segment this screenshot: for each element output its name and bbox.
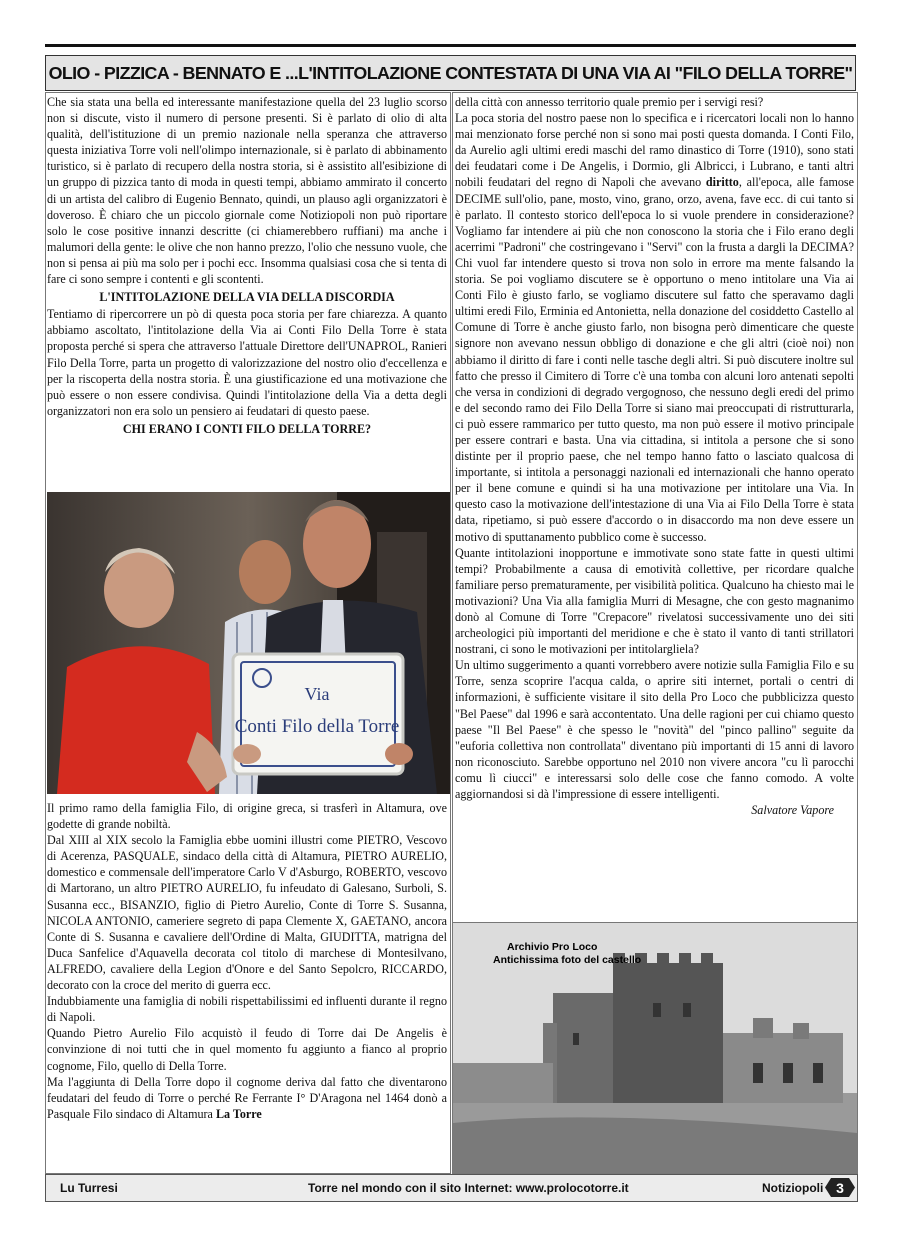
intitolazioni-paragraph: Quante intitolazioni inopportune e immotivate sono state fatte in questi ultimi tempi? Probabilmente a causa di emotività collettive, per ricordare qualche familiare perso prematuramente, per visibilità politica. Qualcuno ha chiesto mai le motivazioni? Una Via alla famiglia Murri di Mesagne, che con gesto magnanimo donò al Comune di Torre "Crepacore" rivelatosi successivamente uno dei siti archeologici più importanti del meridione e che è stato il vanto di tanti strillatori nostrani, ci sono le motivazioni per intitolargliela? bbox=[455, 545, 854, 657]
castle-photo-caption bbox=[493, 941, 641, 967]
event-photo bbox=[47, 492, 450, 794]
sign-top-text: Via bbox=[304, 684, 330, 704]
page-footer bbox=[45, 1174, 858, 1202]
la-torre-bold: La Torre bbox=[215, 1106, 262, 1121]
footer-left: Lu Turresi bbox=[60, 1181, 118, 1195]
storia-paragraph bbox=[455, 110, 854, 545]
diritto-bold: diritto bbox=[705, 175, 739, 190]
author-signature: Salvatore Vapore bbox=[751, 803, 834, 818]
della-torre-paragraph bbox=[47, 1074, 447, 1122]
family-origin-paragraph: Il primo ramo della famiglia Filo, di origine greca, si trasferì in Altamura, ove godette di grande nobiltà. bbox=[47, 801, 447, 832]
section-heading-discordia: L'INTITOLAZIONE DELLA VIA DELLA DISCORDIA bbox=[99, 290, 395, 305]
intro-paragraph: Che sia stata una bella ed interessante manifestazione quella del 23 luglio scorso non si discute, visto il numero di persone presenti. Si è parlato di olio di alta qualità, dell'istituzione di un premio nazionale nella speranza che attraverso questa iniziativa Torre voli nell'olimpo internazionale, si è parlato di abbinamento turistico, si è parlato di recupero della nostra storia, si è assistito all'esibizione di un gruppo di pizzica tanto di moda in questi tempi, abbiamo ammirato il concerto di un artista del calibro di Eugenio Bennato, quindi, un plauso agli organizzatori è doveroso. È chiaro che un piccolo giornale come Notiziopoli non può riportare solo le cose positive innanzi descritte (ci chiamerebbero ruffiani) ma anche i malumori della gente: le olive che non hanno prezzo, l'olio che nessuno vuole, che non si pensa ai più ma solo per i pochi ecc. Insomma qualsiasi cosa che si tenta di fare ci sono sempre i contenti e gli scontenti. bbox=[47, 95, 447, 287]
street-sign-photo bbox=[47, 492, 450, 794]
della-torre-text: Ma l'aggiunta di Della Torre dopo il cognome deriva dal fatto che diventarono feudatari del feudo di Torre o perché Re Ferrante I° D'Aragona nel 1464 donò a Pasquale Filo sindaco di Altamura bbox=[47, 1074, 447, 1121]
top-rule bbox=[45, 44, 856, 47]
nobility-paragraph: Indubbiamente una famiglia di nobili rispettabilissimi ed influenti durante il regno di Napoli. bbox=[47, 994, 447, 1025]
sign-main-text: Conti Filo della Torre bbox=[234, 716, 400, 737]
discordia-paragraph: Tentiamo di ripercorrere un pò di questa poca storia per fare chiarezza. A quanto abbiamo ascoltato, l'intitolazione della Via ai Conti Filo Della Torre è stata proposta perché si spera che attraverso l'attuale Direttore dell'UNAPROL, Ranieri Filo Della Torre, parta un progetto di valorizzazione del nostro olio d'eccellenza e per la riscoperta della nostra storia. È una giustificazione ed una motivazione che può essere o non essere condivisa. Quindi l'intitolazione della Via a detta degli organizzatori non era solo un pensiero ai feudatari di questo paese. bbox=[47, 307, 447, 418]
page-headline: OLIO - PIZZICA - BENNATO E ...L'INTITOLAZIONE CONTESTATA DI UNA VIA AI "FILO DELLA TORRE" bbox=[45, 55, 856, 91]
castle-photo bbox=[452, 922, 858, 1174]
section-heading-conti: CHI ERANO I CONTI FILO DELLA TORRE? bbox=[122, 421, 372, 436]
footer-site-link[interactable]: Torre nel mondo con il sito Internet: www.prolocotorre.it bbox=[308, 1181, 629, 1195]
left-column-top bbox=[47, 94, 447, 438]
page-number: 3 bbox=[836, 1180, 844, 1196]
family-members-paragraph: Dal XIII al XIX secolo la Famiglia ebbe uomini illustri come PIETRO, Vescovo di Acerenza, PASQUALE, sindaco della città di Altamura, PIETRO AURELIO, domestico e commensale dell'imperatore Carlo V d'Asburgo, ROBERTO, vescovo di Martorano, un altro PIETRO AURELIO, fu infeudato di Galesano, Surboli, S. Susanna ecc., BISANZIO, figlio di Pietro Aurelio, Conte di Torre S. Susanna, NICOLA ANTONIO, cameriere segreto di papa Clemente X, GAETANO, ancora Conte di S. Susanna e cavaliere dell'Ordine di Malta, GIUDITTA, matrigna del Duca Sanfelice d'Aquavella decorata col titolo di marchese di Montesilvano, ALFREDO, cavaliere della Legion d'Onore e del Santo Sepolcro, RICCARDO, decorato con la croce del merito di guerra ecc. bbox=[47, 833, 447, 993]
storia-text-b: , all'epoca, alle famose DECIME sull'olio, pane, mosto, vino, grano, orzo, avena, fave ecc. di cui tanto si è parlato. Il contesto storico dell'epoca lo si vuole prendere in considerazione? Vogliamo far intendere ai più che non conoscono la storia che i Filo erano degli acerrimi "Padroni" che costringevano i "Servi" con la frusta a dargli la DECIMA? Chi vuol far intendere questo si trova non solo in errore ma mente falsando la storia. Se poi vogliamo discutere se è opportuno o meno intitolare una Via ai Conti Filo è giusto farlo, se vogliamo discutere sul fatto che speravamo dagli ultimi eredi Filo, Erminia ed Antonietta, nella donazione del cosiddetto Castello al Comune di Torre è anche giusto farlo, non bisogna però dimenticare che queste signore non avevano nessun obbligo di donazione e che gli altri (cioè noi) non abbiamo il diritto di fare i conti nelle tasche degli altri. Si può discutere inoltre sul fatto che presso il Cimitero di Torre c'è una tomba con alcuni loro antenati sepolti che versa in condizioni di degrado vergognoso, che nessuno degli eredi del primo e del secondo ramo dei Filo Della Torre si siano mai preoccupati di ristrutturarla, ci può essere rammarico per tutto questo, ma non può essere il motivo principale per essere contrari e basta. Una via cittadina, si intitola a persone che si sono distinte per il proprio paese, che nel tempo hanno fatto o lasciato qualcosa di importante, si intitola a personaggi nazionali ed internazionali che hanno operato per il bene comune e quindi si ha una motivazione per intitolare una Via. In questo caso la motivazione dell'intestazione di una Via ai Filo Della Torre è stata data, ripetiamo, si può essere d'accordo o in disaccordo ma non deve essere un motivo di sputtanamento pubblico come è successo. bbox=[455, 175, 854, 544]
footer-right: Notiziopoli bbox=[762, 1181, 824, 1195]
suggerimento-paragraph: Un ultimo suggerimento a quanti vorrebbero avere notizie sulla Famiglia Filo e su Torre, senza scoprire l'acqua calda, o aprire siti internet, portali o centri di informazioni, è sufficiente visitare il sito della Pro Loco che pubblicizza questo "Bel Paese" dal 1996 e sarà accontentato. Una delle ragioni per cui chiamo questo paese "Il Bel Paese" è che spesso le "novità" del "pinco pallino" seguite da "euforia collettiva non controllata" diventano più importanti di 15 anni di lavoro non riconosciuto. Sarebbe opportuno nel 2010 non vivere ancora "cu lì parocchi comu lì ciucci" e interessarsi solo delle cose che fanno comodo. A volte aggiornandosi si dà l'impressione di essere intelligenti. bbox=[455, 658, 854, 802]
caption-line-archive: Archivio Pro Loco bbox=[507, 941, 598, 953]
caption-line-description: Antichissima foto del castello bbox=[493, 954, 642, 966]
feudo-paragraph: Quando Pietro Aurelio Filo acquistò il feudo di Torre dai De Angelis è convinzione di noi tutti che in quel momento fu aggiunto a fianco al proprio cognome, Filo, quello di Della Torre. bbox=[47, 1026, 447, 1073]
continuation-paragraph: della città con annesso territorio quale premio per i servigi resi? bbox=[455, 95, 764, 109]
storia-text-a: La poca storia del nostro paese non lo specifica e i ricercatori locali non lo hanno mai menzionato forse perché non si sono mai posti questa domanda. I Conti Filo, da Aurelio agli ultimi eredi maschi del ramo dinastico di Torre (1910), sono stati dei feudatari come i De Angelis, i Dormio, gli Albricci, i Lubrano, e tanti altri nobili feudatari del regno di Napoli che avevano bbox=[455, 111, 854, 190]
right-column bbox=[455, 94, 854, 818]
left-column-bottom bbox=[47, 800, 447, 1122]
page-number-badge bbox=[825, 1178, 855, 1197]
